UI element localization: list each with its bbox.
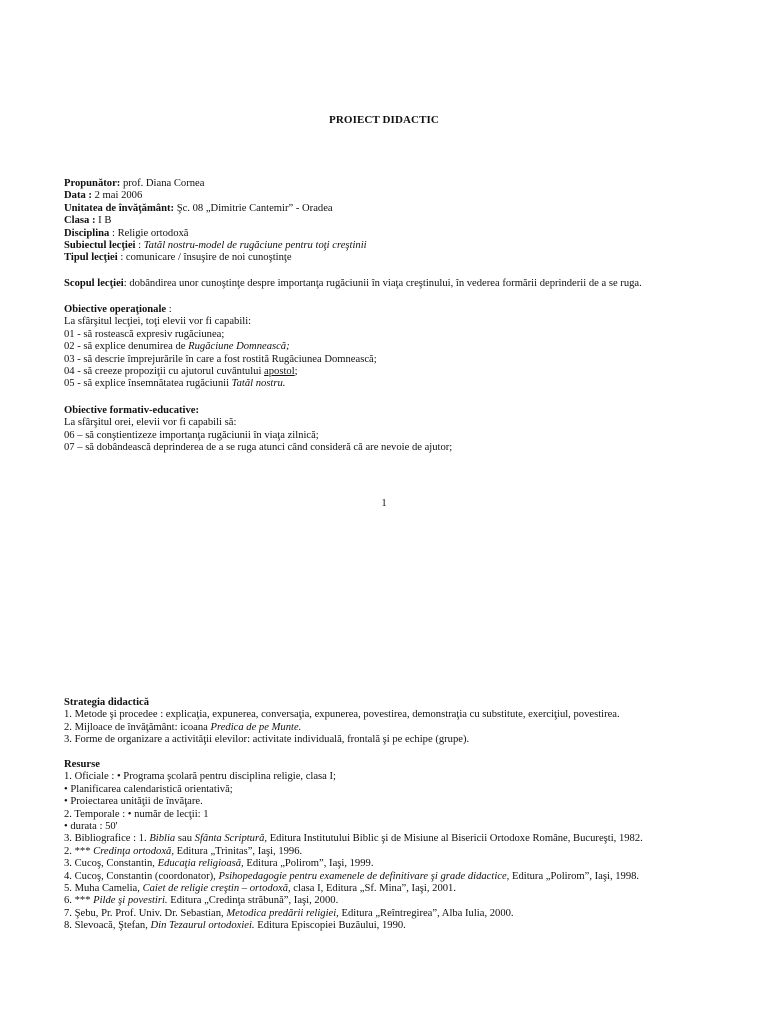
bib4-end: Editura „Polirom”, Iaşi, 1998. (509, 870, 640, 882)
propunator-label: Propunător: (64, 178, 121, 189)
bibliography-item-7 (64, 908, 724, 920)
bib7-text: 7. Şebu, Pr. Prof. Univ. Dr. Sebastian, (64, 907, 227, 919)
bibliography-item-6 (64, 895, 724, 907)
strategia-item-2-text: 2. Mijloace de învăţământ: icoana (64, 721, 211, 733)
resurse-line-5: • durata : 50' (64, 820, 118, 832)
objective-item-05 (64, 378, 724, 390)
unitatea-label: Unitatea de învăţământ: (64, 202, 175, 214)
objective-item-04-end: ; (294, 365, 298, 377)
bib2-end: Editura „Trinitas”, Iaşi, 1996. (173, 845, 303, 857)
scopul-label: Scopul lecţiei (64, 278, 124, 289)
bibliography-item-5 (64, 883, 724, 895)
resurse-line-2: • Planificarea calendaristică orientativă; (64, 783, 233, 795)
bib5-emphasis: Caiet de religie creştin – ortodoxă, (142, 882, 291, 894)
strategia-heading (64, 697, 724, 709)
bib4-emphasis: Psihopedagogie pentru examenele de definitivare şi grade didactice, (218, 870, 510, 882)
scopul-value: : dobândirea unor cunoştinţe despre importanţa rugăciunii în viaţa creştinului, în vederea formării deprinderii de a se ruga. (123, 278, 642, 289)
bib3-emphasis: Educaţia religioasă, (157, 858, 244, 870)
strategia-item-2-emphasis: Predica de pe Munte. (210, 721, 302, 733)
tipul-label: Tipul lecţiei (64, 252, 118, 264)
strategia-item-1: 1. Metode şi procedee : explicaţia, expunerea, conversaţia, expunerea, povestirea, demonstraţia cu substitute, exerciţiul, povestirea. (64, 709, 620, 721)
objective-item-02 (64, 341, 724, 353)
bib5-text: 5. Muha Camelia, (64, 882, 143, 894)
objective-item-04-text: 04 - să creeze propoziţii cu ajutorul cuvântului (64, 365, 265, 377)
disciplina-line (64, 228, 724, 240)
obiective-operationale-intro: La sfârşitul lecţiei, toţi elevii vor fi capabili: (64, 316, 252, 328)
bib7-end: Editura „Reîntregirea”, Alba Iulia, 2000. (338, 907, 514, 919)
bibliography-item-2 (64, 846, 724, 858)
bib1-emphasis-1: Biblia (149, 833, 176, 845)
obiective-formative-intro: La sfârşitul orei, elevii vor fi capabili să: (64, 417, 237, 429)
lesson-header (64, 178, 724, 265)
subiectul-line (64, 240, 724, 252)
page-number: 1 (381, 498, 387, 509)
unitatea-line (64, 203, 724, 215)
bib2-emphasis: Credinţa ortodoxă, (93, 845, 174, 857)
scopul-section (64, 278, 724, 290)
objective-item-06: 06 – să conştientizeze importanţa rugăciunii în viaţa zilnică; (64, 429, 319, 441)
bib3-end: Editura „Polirom”, Iaşi, 1999. (243, 858, 374, 870)
bib2-text: 2. *** (64, 845, 94, 857)
bibliography-item-3 (64, 858, 724, 870)
strategia-section (64, 697, 724, 747)
bib8-emphasis: Din Tezaurul ortodoxiei. (150, 920, 255, 932)
bib3-text: 3. Cucoş, Constantin, (64, 858, 158, 870)
bib6-emphasis: Pilde şi povestiri. (93, 895, 168, 907)
bib7-emphasis: Metodica predării religiei, (226, 907, 339, 919)
strategia-item-2 (64, 722, 724, 734)
obiective-operationale-section (64, 304, 724, 391)
subiectul-label: Subiectul lecţiei (64, 239, 136, 251)
objective-item-04 (64, 366, 724, 378)
disciplina-label: Disciplina (64, 227, 110, 239)
obiective-operationale-heading (64, 304, 724, 316)
resurse-line-4: 2. Temporale : • număr de lecţii: 1 (64, 808, 209, 820)
bibliography-item-8 (64, 920, 724, 932)
clasa-label: Clasa : (64, 215, 96, 227)
clasa-line (64, 215, 724, 227)
tipul-line (64, 252, 724, 264)
objective-item-01: 01 - să rostească expresiv rugăciunea; (64, 328, 225, 340)
bib1-emphasis-2: Sfânta Scriptură, (194, 833, 268, 845)
bibliography-item-1 (64, 833, 724, 845)
strategia-label: Strategia didactică (64, 697, 150, 708)
bibliography-item-4 (64, 871, 724, 883)
resurse-line-1: 1. Oficiale : • Programa şcolară pentru disciplina religie, clasa I; (64, 771, 336, 783)
clasa-value: I B (95, 215, 112, 227)
objective-item-02-emphasis: Rugăciune Domnească; (188, 341, 290, 353)
objective-item-05-text: 05 - să explice însemnătatea rugăciunii (64, 378, 232, 390)
objective-item-05-emphasis: Tatăl nostru. (231, 378, 286, 390)
resurse-section (64, 759, 724, 932)
resurse-label: Resurse (64, 759, 100, 770)
strategia-item-3: 3. Forme de organizare a activităţii elevilor: activitate individuală, frontală şi pe echipe (grupe). (64, 734, 470, 746)
bib6-end: Editura „Credinţa străbună”, Iaşi, 2000. (167, 895, 339, 907)
data-value: 2 mai 2006 (91, 190, 143, 202)
data-line (64, 190, 724, 202)
bib5-end: clasa I, Editura „Sf. Mina”, Iaşi, 2001. (290, 882, 456, 894)
objective-item-02-text: 02 - să explice denumirea de (64, 341, 189, 353)
bib1-end: Editura Institutului Biblic şi de Misiune al Bisericii Ortodoxe Române, Bucureşti, 1982. (267, 833, 643, 845)
bib4-text: 4. Cucoş, Constantin (coordonator), (64, 870, 219, 882)
data-label: Data : (64, 190, 92, 202)
scopul-line (64, 278, 724, 290)
propunator-line (64, 178, 724, 190)
objective-item-04-underlined: apostol (264, 365, 295, 377)
obiective-formative-section (64, 405, 724, 455)
bib6-text: 6. *** (64, 895, 94, 907)
bib8-text: 8. Slevoacă, Ştefan, (64, 920, 151, 932)
resurse-line-3: • Proiectarea unităţii de învăţare. (64, 796, 203, 808)
bib1-mid: sau (175, 833, 195, 845)
objective-item-07: 07 – să dobândească deprinderea de a se ruga atunci când consideră că are nevoie de ajutor; (64, 442, 453, 454)
disciplina-value: : Religie ortodoxă (109, 227, 189, 239)
subiectul-sep: : (135, 239, 144, 251)
resurse-heading (64, 759, 724, 771)
tipul-value: : comunicare / însuşire de noi cunoştinţe (117, 252, 292, 264)
objective-item-03: 03 - să descrie împrejurările în care a fost rostită Rugăciunea Domnească; (64, 353, 377, 365)
propunator-value: prof. Diana Cornea (120, 178, 205, 189)
unitatea-value: Şc. 08 „Dimitrie Cantemir” - Oradea (174, 202, 333, 214)
obiective-formative-heading (64, 405, 724, 417)
subiectul-value: Tatăl nostru-model de rugăciune pentru toţi creştinii (143, 239, 367, 251)
page-title: PROIECT DIDACTIC (329, 114, 439, 126)
bib8-end: Editura Episcopiei Buzăului, 1990. (254, 920, 406, 932)
obiective-operationale-label: Obiective operaţionale (64, 304, 167, 315)
obiective-formative-label: Obiective formativ-educative: (64, 405, 200, 416)
obiective-operationale-suffix: : (166, 304, 172, 315)
bib1-text: 3. Bibliografice : 1. (64, 833, 150, 845)
